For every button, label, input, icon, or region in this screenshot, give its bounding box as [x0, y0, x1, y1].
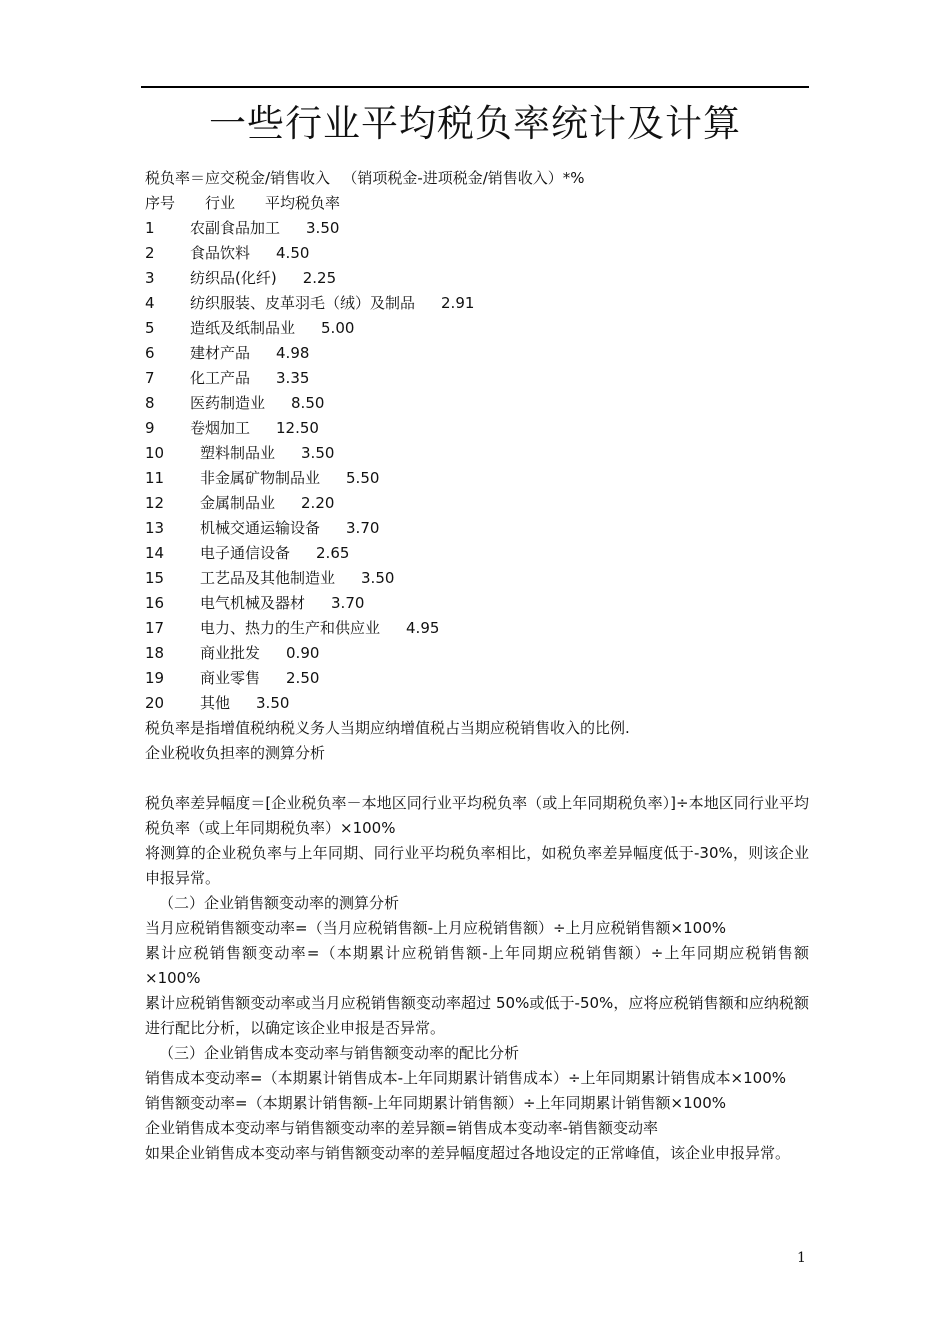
- table-row: [145, 666, 809, 691]
- row-rate: 2.25: [302, 269, 337, 287]
- row-number: 12: [145, 494, 165, 512]
- definition-text: 税负率是指增值税纳税义务人当期应纳增值税占当期应税销售收入的比例.: [145, 719, 630, 737]
- row-rate: 3.70: [331, 594, 365, 612]
- row-rate: 3.50: [256, 694, 290, 712]
- row-industry: 化工产品: [190, 369, 251, 387]
- row-industry: 电力、热力的生产和供应业: [200, 619, 381, 637]
- row-industry: 金属制品业: [200, 494, 276, 512]
- row-number: 17: [145, 619, 165, 637]
- table-row: [145, 566, 809, 591]
- table-row: [145, 691, 809, 716]
- row-number: 10: [145, 444, 165, 462]
- table-row: [145, 416, 809, 441]
- row-rate: 4.50: [276, 244, 310, 262]
- row-rate: 0.90: [286, 644, 320, 662]
- row-rate: 8.50: [291, 394, 325, 412]
- table-row: [145, 641, 809, 666]
- section-heading-2: （二）企业销售额变动率的测算分析: [159, 894, 400, 912]
- row-industry: 建材产品: [190, 344, 251, 362]
- row-industry: 电气机械及器材: [200, 594, 306, 612]
- row-number: 19: [145, 669, 165, 687]
- row-rate: 2.50: [286, 669, 320, 687]
- row-rate: 12.50: [276, 419, 319, 437]
- row-number: 20: [145, 694, 165, 712]
- row-rate: 3.35: [276, 369, 310, 387]
- row-rate: 2.20: [301, 494, 335, 512]
- row-industry: 机械交通运输设备: [200, 519, 321, 537]
- paragraph-sales-change: 销售额变动率=（本期累计销售额-上年同期累计销售额）÷上年同期累计销售额×100%: [145, 1094, 727, 1112]
- row-industry: 电子通信设备: [200, 544, 291, 562]
- table-row: [145, 366, 809, 391]
- table-row: [145, 616, 809, 641]
- table-row: [145, 391, 809, 416]
- row-industry: 工艺品及其他制造业: [200, 569, 336, 587]
- row-number: 15: [145, 569, 165, 587]
- table-row: [145, 516, 809, 541]
- paragraph-gap: 企业销售成本变动率与销售额变动率的差异额=销售成本变动率-销售额变动率: [145, 1119, 658, 1137]
- table-row: [145, 316, 809, 341]
- table-header: 序号 行业 平均税负率: [145, 194, 341, 212]
- row-number: 8: [145, 394, 155, 412]
- table-row: [145, 341, 809, 366]
- row-rate: 3.50: [301, 444, 335, 462]
- row-number: 13: [145, 519, 165, 537]
- paragraph-compare: 将测算的企业税负率与上年同期、同行业平均税负率相比，如税负率差异幅度低于-30%，则该企业申报异常。: [145, 844, 809, 887]
- row-industry: 其他: [200, 694, 231, 712]
- section-heading-analysis: 企业税收负担率的测算分析: [145, 744, 326, 762]
- row-rate: 3.50: [306, 219, 340, 237]
- row-number: 16: [145, 594, 165, 612]
- row-number: 6: [145, 344, 155, 362]
- row-number: 14: [145, 544, 165, 562]
- row-industry: 造纸及纸制品业: [190, 319, 296, 337]
- row-number: 5: [145, 319, 155, 337]
- row-rate: 5.00: [321, 319, 355, 337]
- paragraph-cost-change: 销售成本变动率=（本期累计销售成本-上年同期累计销售成本）÷上年同期累计销售成本×100%: [145, 1069, 787, 1087]
- row-number: 18: [145, 644, 165, 662]
- row-industry: 卷烟加工: [190, 419, 251, 437]
- table-row: [145, 291, 809, 316]
- paragraph-monthly-change: 当月应税销售额变动率=（当月应税销售额-上月应税销售额）÷上月应税销售额×100%: [145, 919, 727, 937]
- row-rate: 5.50: [346, 469, 380, 487]
- table-row: [145, 266, 809, 291]
- row-number: 3: [145, 269, 155, 287]
- paragraph-cumulative-change: 累计应税销售额变动率=（本期累计应税销售额-上年同期应税销售额）÷上年同期应税销售额×100%: [145, 944, 809, 987]
- row-industry: 食品饮料: [190, 244, 251, 262]
- row-rate: 2.65: [316, 544, 350, 562]
- blank-line: [145, 766, 809, 791]
- table-row: [145, 591, 809, 616]
- row-rate: 3.50: [361, 569, 395, 587]
- table-row: [145, 491, 809, 516]
- paragraph-threshold: 累计应税销售额变动率或当月应税销售额变动率超过 50%或低于-50%，应将应税销售额和应纳税额进行配比分析，以确定该企业申报是否异常。: [145, 994, 809, 1037]
- section-heading-3: （三）企业销售成本变动率与销售额变动率的配比分析: [159, 1044, 520, 1062]
- table-row: [145, 466, 809, 491]
- row-number: 11: [145, 469, 165, 487]
- table-row: [145, 541, 809, 566]
- document-title: 一些行业平均税负率统计及计算: [209, 102, 741, 145]
- row-number: 1: [145, 219, 155, 237]
- row-industry: 非金属矿物制品业: [200, 469, 321, 487]
- industry-rate-list: [145, 216, 809, 716]
- row-industry: 商业批发: [200, 644, 261, 662]
- row-rate: 3.70: [346, 519, 380, 537]
- row-industry: 商业零售: [200, 669, 261, 687]
- row-number: 7: [145, 369, 155, 387]
- table-row: [145, 241, 809, 266]
- row-rate: 2.91: [441, 294, 475, 312]
- row-industry: 农副食品加工: [190, 219, 281, 237]
- row-industry: 纺织品(化纤): [190, 269, 277, 287]
- page-number: 1: [797, 1250, 806, 1266]
- row-number: 2: [145, 244, 155, 262]
- row-number: 4: [145, 294, 155, 312]
- paragraph-diff-formula: 税负率差异幅度＝[企业税负率－本地区同行业平均税负率（或上年同期税负率）]÷本地区同行业平均税负率（或上年同期税负率）×100%: [145, 794, 809, 837]
- paragraph-final: 如果企业销售成本变动率与销售额变动率的差异幅度超过各地设定的正常峰值，该企业申报异常。: [145, 1144, 791, 1162]
- row-number: 9: [145, 419, 155, 437]
- formula-line: 税负率＝应交税金/销售收入 （销项税金-进项税金/销售收入）*%: [145, 169, 585, 187]
- row-industry: 医药制造业: [190, 394, 266, 412]
- row-industry: 塑料制品业: [200, 444, 276, 462]
- table-row: [145, 216, 809, 241]
- header-rule: [141, 86, 809, 88]
- row-industry: 纺织服装、皮革羽毛（绒）及制品: [190, 294, 416, 312]
- document-body: [145, 166, 809, 1166]
- row-rate: 4.95: [406, 619, 440, 637]
- row-rate: 4.98: [276, 344, 310, 362]
- table-row: [145, 441, 809, 466]
